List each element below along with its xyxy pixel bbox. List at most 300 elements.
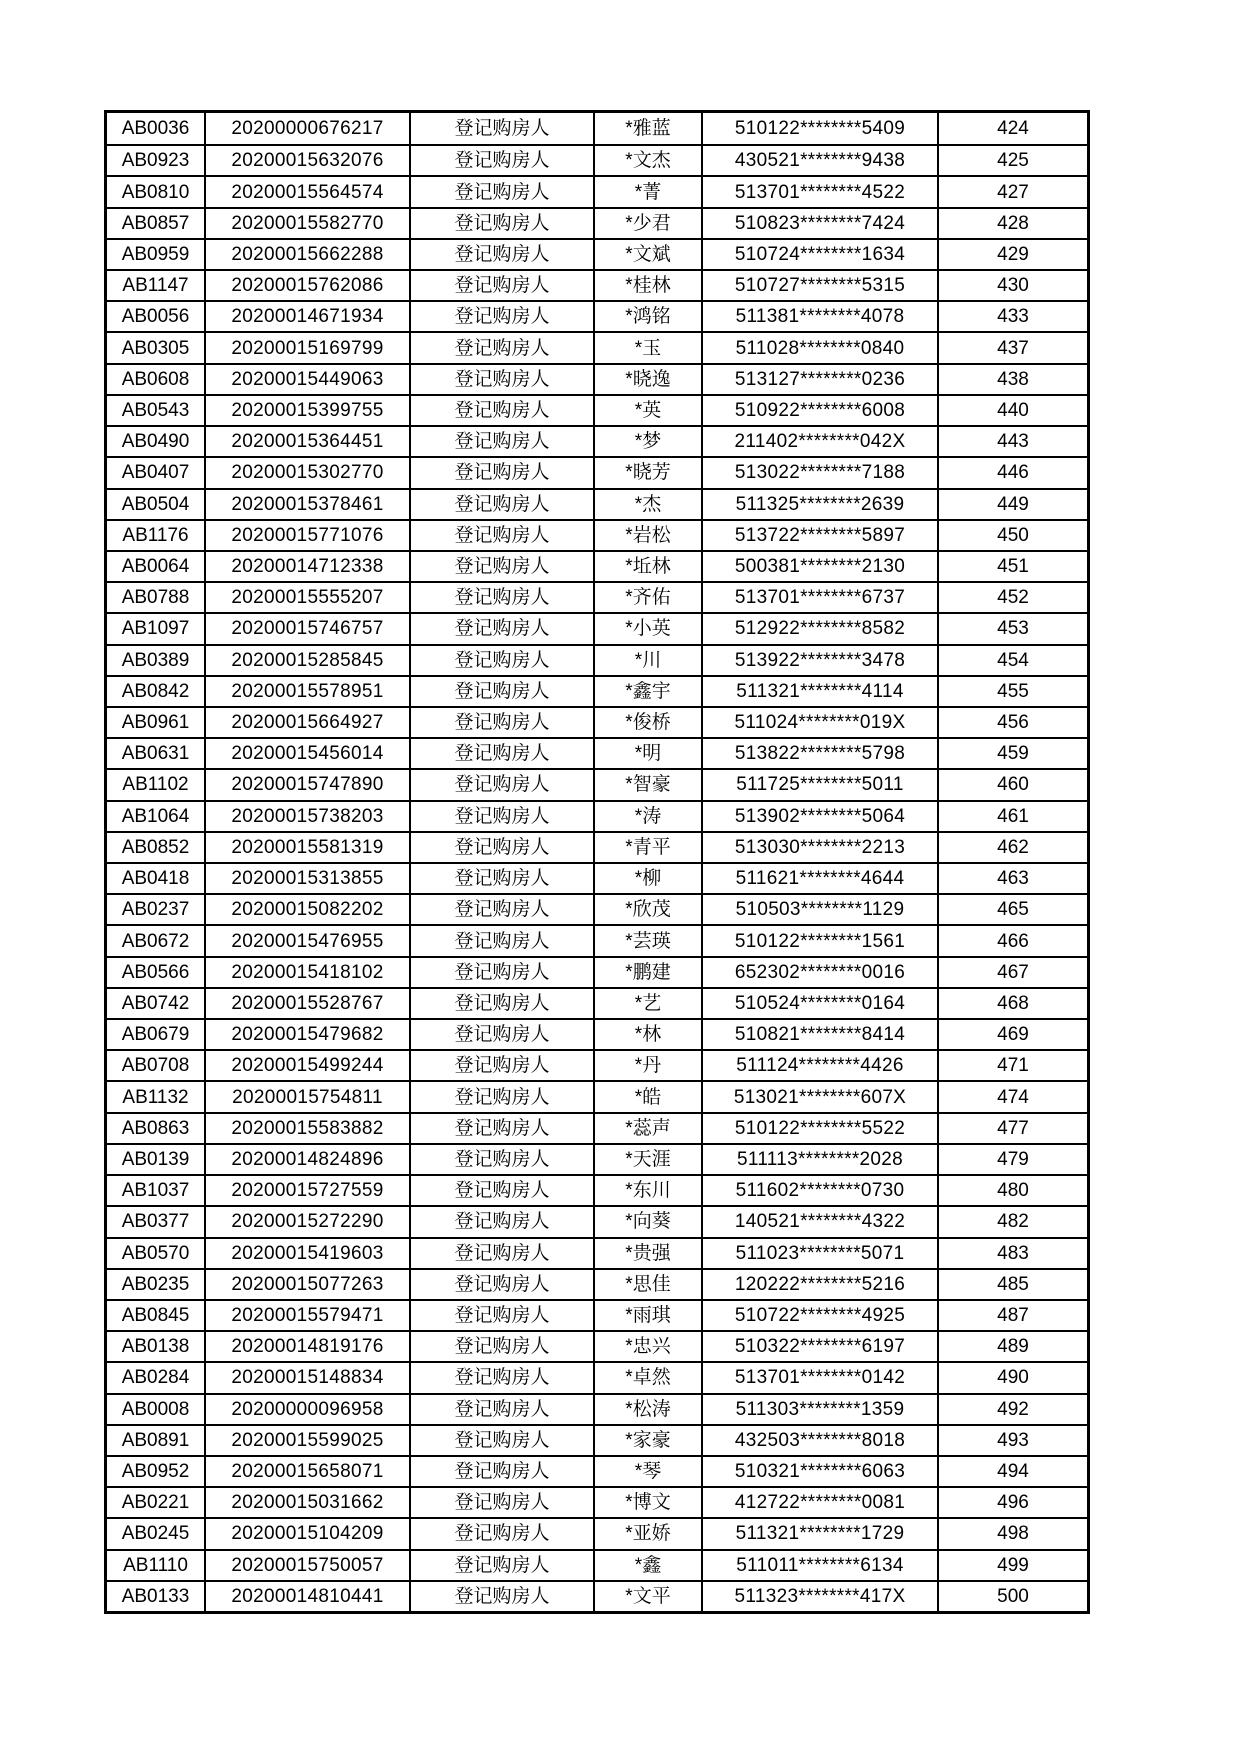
table-row — [107, 1174, 1087, 1205]
registration-number-cell: 20200015583882 — [204, 1114, 409, 1143]
registration-number-cell: 20200015750057 — [204, 1551, 409, 1580]
buyer-role-cell: 登记购房人 — [409, 271, 593, 300]
buyer-role-cell: 登记购房人 — [409, 209, 593, 238]
buyer-role-cell: 登记购房人 — [409, 1582, 593, 1611]
sequence-number-cell: 456 — [937, 708, 1087, 737]
buyer-name-cell: *少君 — [593, 209, 701, 238]
registration-number-cell: 20200015082202 — [204, 895, 409, 924]
registration-number-cell: 20200015378461 — [204, 490, 409, 519]
buyer-role-cell: 登记购房人 — [409, 1114, 593, 1143]
table-row — [107, 1393, 1087, 1424]
registration-number-cell: 20200015364451 — [204, 427, 409, 456]
sequence-number-cell: 454 — [937, 646, 1087, 675]
code-cell: AB0221 — [121, 1492, 190, 1514]
table-row — [107, 1330, 1087, 1361]
table-row — [107, 831, 1087, 862]
buyer-name-cell: *天涯 — [593, 1145, 701, 1174]
buyer-name-cell: *青平 — [593, 833, 701, 862]
registration-number-cell: 20200015727559 — [204, 1176, 409, 1205]
registration-number-cell: 20200015632076 — [204, 146, 409, 175]
buyer-role-cell: 登记购房人 — [409, 958, 593, 987]
code-cell: AB0139 — [121, 1148, 190, 1170]
buyer-role-cell: 登记购房人 — [409, 1457, 593, 1486]
buyer-name-cell: *鸿铭 — [593, 302, 701, 331]
code-cell: AB1064 — [121, 805, 190, 827]
registration-number-cell: 20200015555207 — [204, 583, 409, 612]
buyer-role-cell: 登记购房人 — [409, 302, 593, 331]
sequence-number-cell: 490 — [937, 1363, 1087, 1392]
buyer-role-cell: 登记购房人 — [409, 833, 593, 862]
registration-number-cell: 20200015148834 — [204, 1363, 409, 1392]
code-cell: AB0237 — [121, 899, 190, 921]
sequence-number-cell: 452 — [937, 583, 1087, 612]
sequence-number-cell: 455 — [937, 677, 1087, 706]
code-cell: AB1110 — [123, 1554, 188, 1576]
buyer-name-cell: *杰 — [593, 490, 701, 519]
buyer-name-cell: *文杰 — [593, 146, 701, 175]
code-cell: AB0570 — [121, 1242, 190, 1264]
registration-number-cell: 20200015104209 — [204, 1519, 409, 1548]
masked-id-cell: 511321********1729 — [701, 1519, 937, 1548]
registration-number-cell: 20200014819176 — [204, 1332, 409, 1361]
code-cell: AB0959 — [121, 243, 190, 265]
table-row — [107, 207, 1087, 238]
table-row — [107, 956, 1087, 987]
table-row — [107, 644, 1087, 675]
table-row — [107, 862, 1087, 893]
code-cell: AB0842 — [121, 680, 190, 702]
table-row — [107, 1361, 1087, 1392]
table-row — [107, 1455, 1087, 1486]
sequence-number-cell: 461 — [937, 802, 1087, 831]
table-row — [107, 1580, 1087, 1611]
code-cell: AB0543 — [121, 399, 190, 421]
buyer-name-cell: *艺 — [593, 989, 701, 1018]
buyer-name-cell: *菁 — [593, 177, 701, 206]
code-cell: AB1037 — [121, 1180, 190, 1202]
buyer-role-cell: 登记购房人 — [409, 333, 593, 362]
sequence-number-cell: 430 — [937, 271, 1087, 300]
sequence-number-cell: 443 — [937, 427, 1087, 456]
code-cell: AB0407 — [121, 462, 190, 484]
table-row — [107, 1268, 1087, 1299]
masked-id-cell: 500381********2130 — [701, 552, 937, 581]
table-row — [107, 1424, 1087, 1455]
code-cell: AB0863 — [121, 1117, 190, 1139]
registration-number-cell: 20200015762086 — [204, 271, 409, 300]
registration-number-cell: 20200015077263 — [204, 1270, 409, 1299]
buyer-role-cell: 登记购房人 — [409, 1395, 593, 1424]
buyer-name-cell: *鑫宇 — [593, 677, 701, 706]
sequence-number-cell: 440 — [937, 396, 1087, 425]
masked-id-cell: 652302********0016 — [701, 958, 937, 987]
buyer-role-cell: 登记购房人 — [409, 365, 593, 394]
buyer-role-cell: 登记购房人 — [409, 646, 593, 675]
table-row — [107, 1486, 1087, 1517]
masked-id-cell: 511323********417X — [701, 1582, 937, 1611]
masked-id-cell: 510821********8414 — [701, 1020, 937, 1049]
masked-id-cell: 511325********2639 — [701, 490, 937, 519]
code-cell: AB0008 — [121, 1398, 190, 1420]
sequence-number-cell: 483 — [937, 1239, 1087, 1268]
buyer-name-cell: *明 — [593, 739, 701, 768]
buyer-name-cell: *智豪 — [593, 770, 701, 799]
registration-number-cell: 20200015662288 — [204, 240, 409, 269]
table-row — [107, 893, 1087, 924]
masked-id-cell: 510524********0164 — [701, 989, 937, 1018]
code-cell: AB0138 — [121, 1336, 190, 1358]
registration-number-cell: 20200015418102 — [204, 958, 409, 987]
buyer-name-cell: *家豪 — [593, 1426, 701, 1455]
table-row — [107, 768, 1087, 799]
sequence-number-cell: 474 — [937, 1082, 1087, 1111]
code-cell: AB0064 — [121, 556, 190, 578]
registration-number-cell: 20200015582770 — [204, 209, 409, 238]
table-row — [107, 519, 1087, 550]
table-row — [107, 425, 1087, 456]
table-row — [107, 394, 1087, 425]
registration-number-cell: 20200000096958 — [204, 1395, 409, 1424]
buyer-name-cell: *岩松 — [593, 521, 701, 550]
sequence-number-cell: 487 — [937, 1301, 1087, 1330]
code-cell: AB1147 — [122, 275, 189, 297]
table-row — [107, 550, 1087, 581]
buyer-role-cell: 登记购房人 — [409, 739, 593, 768]
buyer-name-cell: *英 — [593, 396, 701, 425]
buyer-role-cell: 登记购房人 — [409, 1332, 593, 1361]
buyer-name-cell: *蕊声 — [593, 1114, 701, 1143]
masked-id-cell: 511024********019X — [701, 708, 937, 737]
buyer-role-cell: 登记购房人 — [409, 583, 593, 612]
registration-number-cell: 20200015581319 — [204, 833, 409, 862]
table-row — [107, 113, 1087, 144]
sequence-number-cell: 438 — [937, 365, 1087, 394]
code-cell: AB0418 — [121, 868, 190, 890]
masked-id-cell: 511303********1359 — [701, 1395, 937, 1424]
masked-id-cell: 140521********4322 — [701, 1207, 937, 1236]
table-row — [107, 269, 1087, 300]
buyer-role-cell: 登记购房人 — [409, 1488, 593, 1517]
masked-id-cell: 510122********1561 — [701, 926, 937, 955]
table-row — [107, 300, 1087, 331]
masked-id-cell: 511028********0840 — [701, 333, 937, 362]
buyer-role-cell: 登记购房人 — [409, 396, 593, 425]
sequence-number-cell: 468 — [937, 989, 1087, 1018]
registration-number-cell: 20200015599025 — [204, 1426, 409, 1455]
buyer-role-cell: 登记购房人 — [409, 490, 593, 519]
sequence-number-cell: 460 — [937, 770, 1087, 799]
table-row — [107, 924, 1087, 955]
code-cell: AB0608 — [121, 368, 190, 390]
code-cell: AB1097 — [121, 618, 190, 640]
registration-number-cell: 20200015449063 — [204, 365, 409, 394]
buyer-role-cell: 登记购房人 — [409, 1519, 593, 1548]
masked-id-cell: 511011********6134 — [701, 1551, 937, 1580]
buyer-role-cell: 登记购房人 — [409, 864, 593, 893]
registration-number-cell: 20200015664927 — [204, 708, 409, 737]
table-row — [107, 144, 1087, 175]
masked-id-cell: 430521********9438 — [701, 146, 937, 175]
registration-number-cell: 20200015658071 — [204, 1457, 409, 1486]
buyer-name-cell: *丹 — [593, 1051, 701, 1080]
masked-id-cell: 513030********2213 — [701, 833, 937, 862]
buyer-name-cell: *贵强 — [593, 1239, 701, 1268]
buyer-name-cell: *欣茂 — [593, 895, 701, 924]
buyer-name-cell: *鑫 — [593, 1551, 701, 1580]
masked-id-cell: 513701********6737 — [701, 583, 937, 612]
code-cell: AB0504 — [121, 493, 190, 515]
sequence-number-cell: 479 — [937, 1145, 1087, 1174]
masked-id-cell: 513701********0142 — [701, 1363, 937, 1392]
buyer-role-cell: 登记购房人 — [409, 770, 593, 799]
code-cell: AB0036 — [121, 118, 190, 140]
masked-id-cell: 510321********6063 — [701, 1457, 937, 1486]
masked-id-cell: 511124********4426 — [701, 1051, 937, 1080]
buyer-name-cell: *涛 — [593, 802, 701, 831]
registration-number-cell: 20200015738203 — [204, 802, 409, 831]
buyer-role-cell: 登记购房人 — [409, 552, 593, 581]
registration-number-cell: 20200014824896 — [204, 1145, 409, 1174]
sequence-number-cell: 450 — [937, 521, 1087, 550]
buyer-name-cell: *向葵 — [593, 1207, 701, 1236]
sequence-number-cell: 425 — [937, 146, 1087, 175]
buyer-role-cell: 登记购房人 — [409, 926, 593, 955]
code-cell: AB0857 — [121, 212, 190, 234]
code-cell: AB0056 — [121, 306, 190, 328]
masked-id-cell: 511621********4644 — [701, 864, 937, 893]
sequence-number-cell: 462 — [937, 833, 1087, 862]
buyer-role-cell: 登记购房人 — [409, 1082, 593, 1111]
sequence-number-cell: 489 — [937, 1332, 1087, 1361]
sequence-number-cell: 453 — [937, 614, 1087, 643]
table-row — [107, 1112, 1087, 1143]
code-cell: AB0490 — [121, 431, 190, 453]
sequence-number-cell: 480 — [937, 1176, 1087, 1205]
masked-id-cell: 512922********8582 — [701, 614, 937, 643]
masked-id-cell: 211402********042X — [701, 427, 937, 456]
registration-number-cell: 20200015579471 — [204, 1301, 409, 1330]
buyer-role-cell: 登记购房人 — [409, 1301, 593, 1330]
code-cell: AB0742 — [121, 992, 190, 1014]
buyer-name-cell: *雨琪 — [593, 1301, 701, 1330]
buyer-role-cell: 登记购房人 — [409, 521, 593, 550]
buyer-role-cell: 登记购房人 — [409, 614, 593, 643]
code-cell: AB0133 — [121, 1585, 190, 1607]
table-row — [107, 1237, 1087, 1268]
sequence-number-cell: 500 — [937, 1582, 1087, 1611]
registration-number-cell: 20200000676217 — [204, 113, 409, 144]
buyer-name-cell: *小英 — [593, 614, 701, 643]
buyer-role-cell: 登记购房人 — [409, 240, 593, 269]
sequence-number-cell: 466 — [937, 926, 1087, 955]
sequence-number-cell: 449 — [937, 490, 1087, 519]
registration-number-cell: 20200015169799 — [204, 333, 409, 362]
sequence-number-cell: 428 — [937, 209, 1087, 238]
sequence-number-cell: 451 — [937, 552, 1087, 581]
code-cell: AB0566 — [121, 961, 190, 983]
code-cell: AB0389 — [121, 649, 190, 671]
masked-id-cell: 513701********4522 — [701, 177, 937, 206]
registration-number-cell: 20200015564574 — [204, 177, 409, 206]
sequence-number-cell: 433 — [937, 302, 1087, 331]
table-row — [107, 238, 1087, 269]
masked-id-cell: 510724********1634 — [701, 240, 937, 269]
table-row — [107, 1205, 1087, 1236]
registration-number-cell: 20200015578951 — [204, 677, 409, 706]
masked-id-cell: 412722********0081 — [701, 1488, 937, 1517]
registration-number-cell: 20200015419603 — [204, 1239, 409, 1268]
buyer-name-cell: *桂林 — [593, 271, 701, 300]
code-cell: AB0679 — [121, 1024, 190, 1046]
code-cell: AB0952 — [121, 1461, 190, 1483]
buyer-role-cell: 登记购房人 — [409, 1176, 593, 1205]
buyer-role-cell: 登记购房人 — [409, 708, 593, 737]
buyer-name-cell: *博文 — [593, 1488, 701, 1517]
sequence-number-cell: 482 — [937, 1207, 1087, 1236]
registration-number-cell: 20200015456014 — [204, 739, 409, 768]
masked-id-cell: 510322********6197 — [701, 1332, 937, 1361]
sequence-number-cell: 494 — [937, 1457, 1087, 1486]
registration-number-cell: 20200015476955 — [204, 926, 409, 955]
buyer-name-cell: *皓 — [593, 1082, 701, 1111]
registration-number-cell: 20200015285845 — [204, 646, 409, 675]
masked-id-cell: 511023********5071 — [701, 1239, 937, 1268]
sequence-number-cell: 477 — [937, 1114, 1087, 1143]
buyer-role-cell: 登记购房人 — [409, 458, 593, 487]
sequence-number-cell: 499 — [937, 1551, 1087, 1580]
code-cell: AB0891 — [121, 1429, 190, 1451]
masked-id-cell: 510727********5315 — [701, 271, 937, 300]
buyer-name-cell: *齐佑 — [593, 583, 701, 612]
masked-id-cell: 510722********4925 — [701, 1301, 937, 1330]
table-row — [107, 1517, 1087, 1548]
registration-number-cell: 20200015528767 — [204, 989, 409, 1018]
buyer-role-cell: 登记购房人 — [409, 1363, 593, 1392]
buyer-name-cell: *芸瑛 — [593, 926, 701, 955]
buyer-name-cell: *松涛 — [593, 1395, 701, 1424]
buyer-name-cell: *柳 — [593, 864, 701, 893]
masked-id-cell: 511381********4078 — [701, 302, 937, 331]
buyer-name-cell: *亚娇 — [593, 1519, 701, 1548]
masked-id-cell: 513127********0236 — [701, 365, 937, 394]
sequence-number-cell: 446 — [937, 458, 1087, 487]
code-cell: AB0845 — [121, 1305, 190, 1327]
masked-id-cell: 511725********5011 — [701, 770, 937, 799]
table-row — [107, 331, 1087, 362]
buyer-role-cell: 登记购房人 — [409, 1239, 593, 1268]
buyer-role-cell: 登记购房人 — [409, 677, 593, 706]
code-cell: AB0631 — [121, 743, 190, 765]
table-row — [107, 987, 1087, 1018]
buyer-name-cell: *晓芳 — [593, 458, 701, 487]
table-row — [107, 737, 1087, 768]
code-cell: AB0235 — [121, 1273, 190, 1295]
buyer-name-cell: *川 — [593, 646, 701, 675]
table-row — [107, 1049, 1087, 1080]
registration-number-cell: 20200015399755 — [204, 396, 409, 425]
registration-number-cell: 20200015031662 — [204, 1488, 409, 1517]
sequence-number-cell: 469 — [937, 1020, 1087, 1049]
masked-id-cell: 513022********7188 — [701, 458, 937, 487]
code-cell: AB1176 — [122, 524, 189, 546]
masked-id-cell: 513922********3478 — [701, 646, 937, 675]
sequence-number-cell: 492 — [937, 1395, 1087, 1424]
table-row — [107, 456, 1087, 487]
buyer-role-cell: 登记购房人 — [409, 146, 593, 175]
code-cell: AB0961 — [121, 712, 190, 734]
buyer-role-cell: 登记购房人 — [409, 1426, 593, 1455]
sequence-number-cell: 498 — [937, 1519, 1087, 1548]
buyer-role-cell: 登记购房人 — [409, 1020, 593, 1049]
table-row — [107, 581, 1087, 612]
buyer-role-cell: 登记购房人 — [409, 1551, 593, 1580]
buyer-role-cell: 登记购房人 — [409, 989, 593, 1018]
masked-id-cell: 510122********5522 — [701, 1114, 937, 1143]
sequence-number-cell: 465 — [937, 895, 1087, 924]
masked-id-cell: 432503********8018 — [701, 1426, 937, 1455]
table-row — [107, 800, 1087, 831]
masked-id-cell: 510823********7424 — [701, 209, 937, 238]
buyer-role-cell: 登记购房人 — [409, 802, 593, 831]
buyer-role-cell: 登记购房人 — [409, 1051, 593, 1080]
registration-number-cell: 20200015302770 — [204, 458, 409, 487]
masked-id-cell: 511321********4114 — [701, 677, 937, 706]
code-cell: AB1102 — [122, 774, 189, 796]
buyer-role-cell: 登记购房人 — [409, 113, 593, 144]
masked-id-cell: 513021********607X — [701, 1082, 937, 1111]
buyer-name-cell: *文斌 — [593, 240, 701, 269]
buyer-name-cell: *忠兴 — [593, 1332, 701, 1361]
buyer-role-cell: 登记购房人 — [409, 895, 593, 924]
sequence-number-cell: 427 — [937, 177, 1087, 206]
code-cell: AB1132 — [122, 1086, 189, 1108]
registration-number-cell: 20200015272290 — [204, 1207, 409, 1236]
sequence-number-cell: 459 — [937, 739, 1087, 768]
masked-id-cell: 511113********2028 — [701, 1145, 937, 1174]
buyer-name-cell: *东川 — [593, 1176, 701, 1205]
code-cell: AB0923 — [121, 150, 190, 172]
registration-number-cell: 20200014671934 — [204, 302, 409, 331]
masked-id-cell: 120222********5216 — [701, 1270, 937, 1299]
masked-id-cell: 511602********0730 — [701, 1176, 937, 1205]
sequence-number-cell: 493 — [937, 1426, 1087, 1455]
code-cell: AB0245 — [121, 1523, 190, 1545]
registration-number-cell: 20200014810441 — [204, 1582, 409, 1611]
buyer-name-cell: *俊桥 — [593, 708, 701, 737]
registration-number-cell: 20200014712338 — [204, 552, 409, 581]
buyer-name-cell: *晓逸 — [593, 365, 701, 394]
table-row — [107, 488, 1087, 519]
registration-number-cell: 20200015313855 — [204, 864, 409, 893]
buyer-role-cell: 登记购房人 — [409, 1270, 593, 1299]
table-row — [107, 1018, 1087, 1049]
sequence-number-cell: 467 — [937, 958, 1087, 987]
buyer-name-cell: *琴 — [593, 1457, 701, 1486]
registration-number-cell: 20200015747890 — [204, 770, 409, 799]
masked-id-cell: 510122********5409 — [701, 113, 937, 144]
code-cell: AB0810 — [121, 181, 190, 203]
registration-number-cell: 20200015754811 — [204, 1082, 409, 1111]
sequence-number-cell: 429 — [937, 240, 1087, 269]
registration-number-cell: 20200015499244 — [204, 1051, 409, 1080]
buyer-name-cell: *雅蓝 — [593, 113, 701, 144]
registration-number-cell: 20200015771076 — [204, 521, 409, 550]
code-cell: AB0377 — [121, 1211, 190, 1233]
table-row — [107, 612, 1087, 643]
registration-number-cell: 20200015479682 — [204, 1020, 409, 1049]
masked-id-cell: 513822********5798 — [701, 739, 937, 768]
buyers-table — [104, 110, 1090, 1614]
